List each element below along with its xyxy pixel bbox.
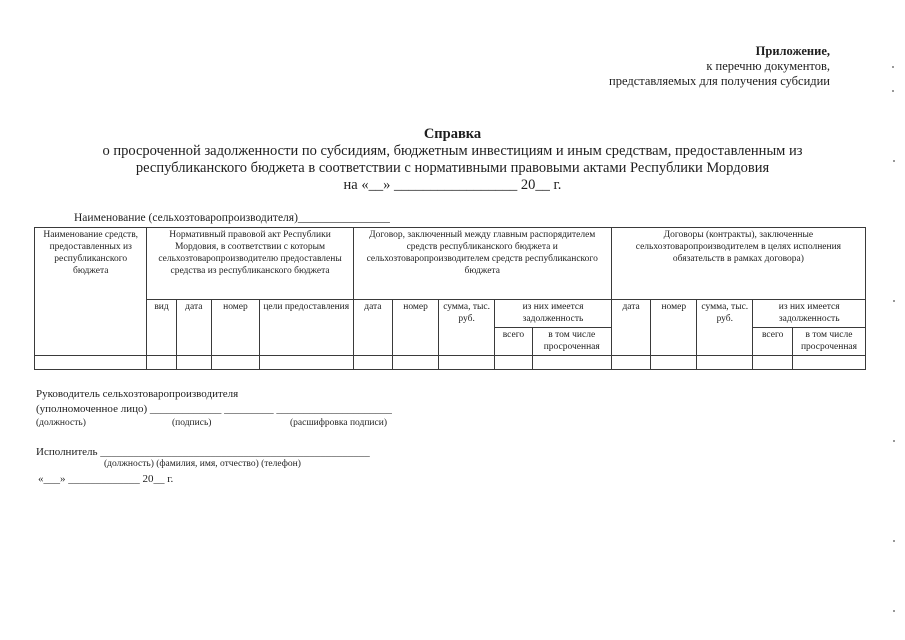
scan-speck <box>892 66 894 68</box>
header-contract-debt-total: всего <box>753 328 793 356</box>
table-cell[interactable] <box>176 356 211 370</box>
document-subtitle-1: о просроченной задолженности по субсидиям, бюджетным инвестициям и иным средствам, предоставленным из <box>102 143 803 159</box>
scan-speck <box>893 300 895 302</box>
header-contracts: Договоры (контракты), заключенные сельхозтоваропроизводителем в целях исполнения обязательств в рамках договора) <box>611 228 865 300</box>
appendix-block <box>609 44 830 89</box>
table-cell[interactable] <box>651 356 697 370</box>
appendix-line-3: представляемых для получения субсидии <box>609 74 830 88</box>
table-cell[interactable] <box>147 356 176 370</box>
header-act-date: дата <box>176 300 211 356</box>
producer-label: Наименование (сельхозтоваропроизводителя)________________ <box>74 212 390 224</box>
table-cell[interactable] <box>353 356 393 370</box>
table-cell[interactable] <box>35 356 147 370</box>
header-agreement: Договор, заключенный между главным распорядителем средств республиканского бюджета и сельхозтоваропроизводителем средств республиканского бюджета <box>353 228 611 300</box>
header-act-number: номер <box>211 300 259 356</box>
header-funds-name: Наименование средств, предоставленных из республиканского бюджета <box>35 228 147 356</box>
header-contract-date: дата <box>611 300 651 356</box>
table-cell[interactable] <box>259 356 353 370</box>
document-date-line: на «__» _________________ 20__ г. <box>343 177 562 193</box>
appendix-title: Приложение, <box>755 44 830 58</box>
table-cell[interactable] <box>438 356 494 370</box>
appendix-line-2: к перечню документов, <box>706 59 830 73</box>
table-cell[interactable] <box>211 356 259 370</box>
header-contract-debt-overdue: в том числе просроченная <box>792 328 865 356</box>
executor-line: Исполнитель _________________________________________________ <box>36 446 370 458</box>
scan-speck <box>893 440 895 442</box>
header-agreement-debt-overdue: в том числе просроченная <box>532 328 611 356</box>
scan-speck <box>893 160 895 162</box>
header-agreement-number: номер <box>393 300 439 356</box>
table-row <box>35 356 866 370</box>
document-title: Справка <box>423 126 482 142</box>
header-agreement-debt: из них имеется задолженность <box>495 300 612 328</box>
header-act-type: вид <box>147 300 176 356</box>
table-cell[interactable] <box>611 356 651 370</box>
scan-speck <box>893 610 895 612</box>
header-contract-number: номер <box>651 300 697 356</box>
caption-position: (должность) <box>36 418 86 428</box>
table-cell[interactable] <box>393 356 439 370</box>
table-cell[interactable] <box>753 356 793 370</box>
header-agreement-date: дата <box>353 300 393 356</box>
caption-signature: (подпись) <box>172 418 212 428</box>
signature-date-line: «___» _____________ 20__ г. <box>38 473 174 485</box>
head-signature-line-2: (уполномоченное лицо) _____________ _________ _____________________ <box>36 403 392 415</box>
debt-table <box>34 227 866 370</box>
caption-decode: (расшифровка подписи) <box>290 418 387 428</box>
scan-speck <box>893 540 895 542</box>
table-cell[interactable] <box>697 356 753 370</box>
table-cell[interactable] <box>495 356 532 370</box>
header-contract-sum: сумма, тыс. руб. <box>697 300 753 356</box>
executor-caption: (должность) (фамилия, имя, отчество) (телефон) <box>104 459 301 469</box>
header-act-purpose: цели предоставления <box>259 300 353 356</box>
header-contract-debt: из них имеется задолженность <box>753 300 866 328</box>
header-agreement-debt-total: всего <box>495 328 532 356</box>
scan-speck <box>892 90 894 92</box>
header-legal-act: Нормативный правовой акт Республики Мордовия, в соответствии с которым сельхозтоваропроизводителю предоставлены средства из республиканского бюджета <box>147 228 353 300</box>
document-subtitle-2: республиканского бюджета в соответствии с нормативными правовыми актами Республики Мордовия <box>135 160 770 176</box>
table-cell[interactable] <box>532 356 611 370</box>
header-agreement-sum: сумма, тыс. руб. <box>438 300 494 356</box>
table-cell[interactable] <box>792 356 865 370</box>
head-signature-line-1: Руководитель сельхозтоваропроизводителя <box>36 388 239 400</box>
